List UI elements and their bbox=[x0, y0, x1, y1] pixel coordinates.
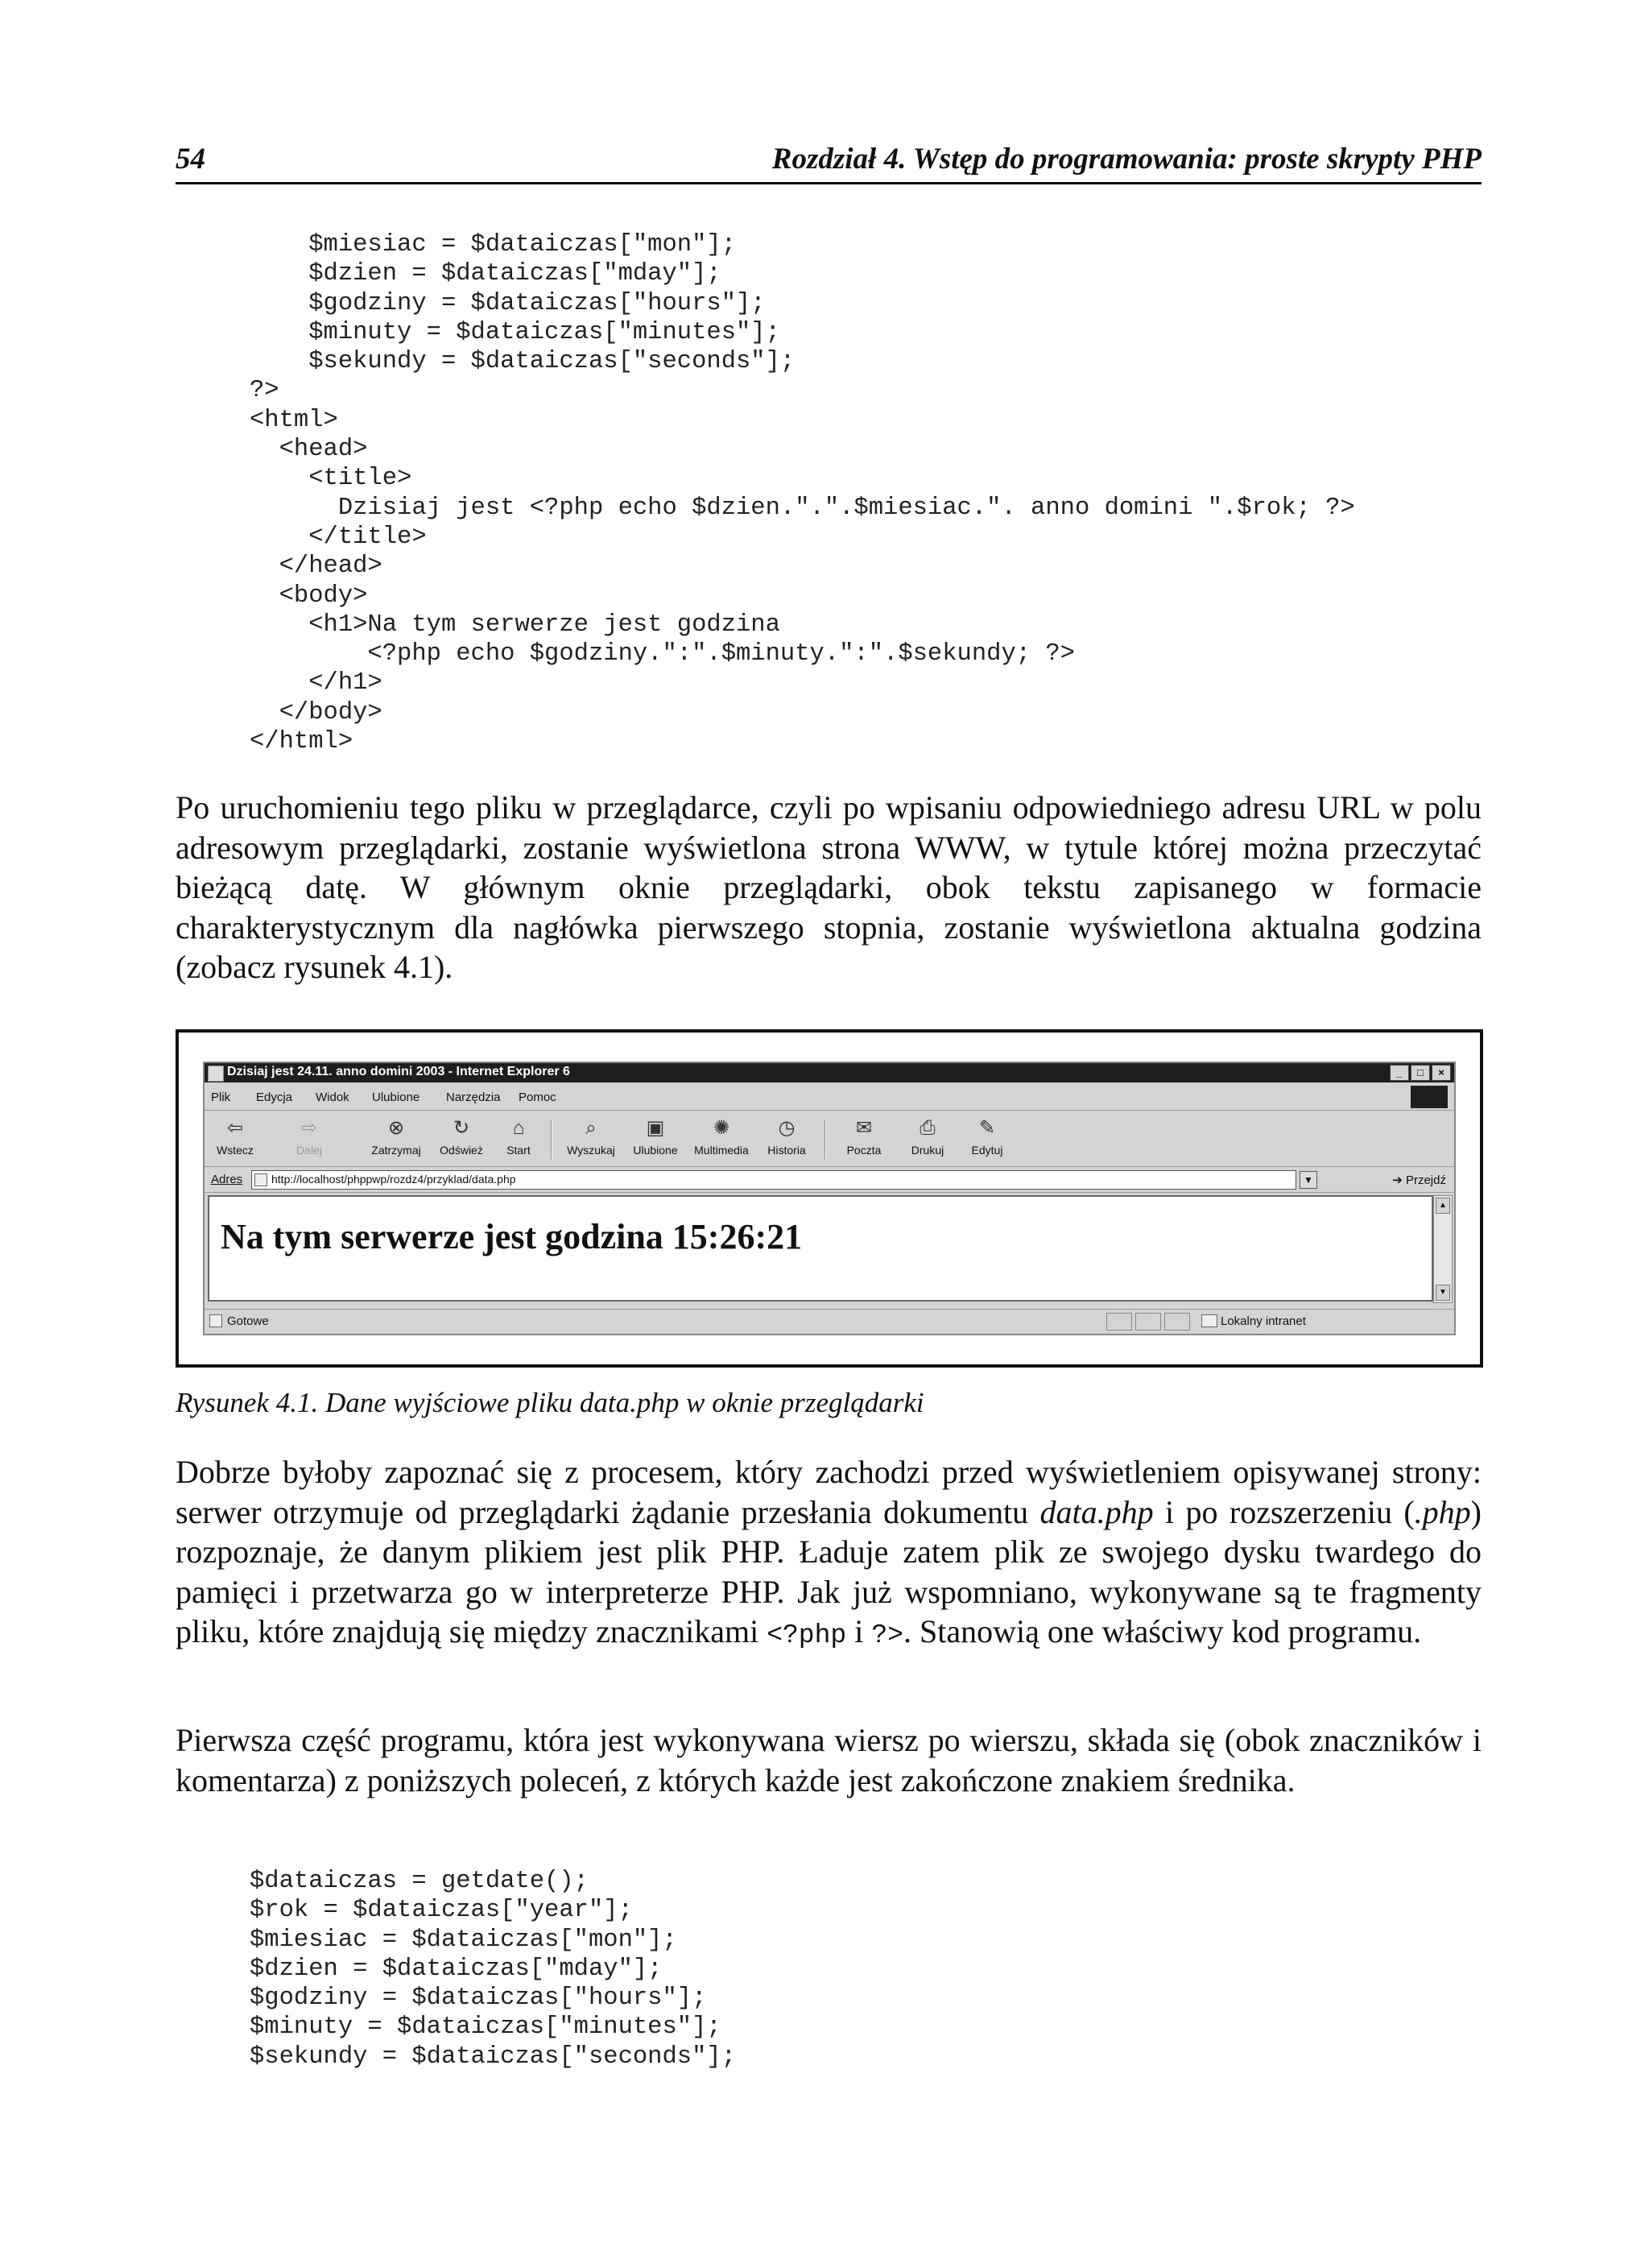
page-header bbox=[176, 142, 1482, 184]
media-button[interactable]: ✺ Multimedia bbox=[694, 1117, 749, 1157]
mail-icon: ✉ bbox=[855, 1117, 873, 1139]
printer-icon: ⎙ bbox=[920, 1117, 936, 1139]
menu-view[interactable]: Widok bbox=[316, 1091, 349, 1104]
php-open-tag: <?php bbox=[767, 1620, 847, 1650]
menu-help[interactable]: Pomoc bbox=[519, 1091, 556, 1104]
internet-explorer-icon bbox=[208, 1066, 224, 1082]
forward-button[interactable]: ⇨ Dalej bbox=[296, 1117, 322, 1157]
history-icon: ◷ bbox=[778, 1117, 796, 1139]
page-icon bbox=[254, 1173, 267, 1186]
search-icon: ⌕ bbox=[585, 1117, 597, 1139]
menu-tools[interactable]: Narzędzia bbox=[446, 1091, 501, 1104]
menu-edit[interactable]: Edycja bbox=[256, 1091, 293, 1104]
refresh-button[interactable]: ↻ Odśwież bbox=[440, 1117, 483, 1157]
figure-caption: Rysunek 4.1. Dane wyjściowe pliku data.php w oknie przeglądarki bbox=[176, 1387, 924, 1418]
chapter-title: Rozdział 4. Wstęp do programowania: proste skrypty PHP bbox=[771, 143, 1482, 176]
code-listing-2: $dataiczas = getdate(); $rok = $dataiczas["year"]; $miesiac = $dataiczas["mon"]; $dzien = $dataiczas["mday"]; $godziny = $dataiczas["hours"]; $minuty = $dataiczas["minutes"]; $sekundy = $dataiczas["seconds"]; bbox=[250, 1868, 736, 2071]
scroll-up-icon[interactable]: ▲ bbox=[1436, 1198, 1450, 1214]
toolbar bbox=[205, 1111, 1454, 1167]
intranet-icon bbox=[1201, 1314, 1217, 1327]
home-button[interactable]: ⌂ Start bbox=[506, 1117, 531, 1157]
edit-button[interactable]: ✎ Edytuj bbox=[971, 1117, 1003, 1157]
home-icon: ⌂ bbox=[512, 1117, 525, 1139]
forward-arrow-icon: ⇨ bbox=[300, 1117, 318, 1139]
media-icon: ✺ bbox=[713, 1117, 730, 1139]
search-button[interactable]: ⌕ Wyszukaj bbox=[567, 1117, 615, 1157]
maximize-button[interactable]: □ bbox=[1411, 1065, 1430, 1081]
menu-favorites[interactable]: Ulubione bbox=[372, 1091, 420, 1104]
menu-bar bbox=[205, 1084, 1454, 1111]
status-cell bbox=[1106, 1313, 1132, 1331]
minimize-button[interactable]: _ bbox=[1390, 1065, 1409, 1081]
address-url: http://localhost/phppwp/rozdz4/przyklad/data.php bbox=[271, 1173, 516, 1186]
zone-text: Lokalny intranet bbox=[1221, 1314, 1306, 1328]
windows-logo-icon bbox=[1411, 1086, 1448, 1108]
address-bar bbox=[205, 1168, 1454, 1193]
code-listing-1: $miesiac = $dataiczas["mon"]; $dzien = $dataiczas["mday"]; $godziny = $dataiczas["hours"]; $minuty = $dataiczas["minutes"]; $sekundy = $dataiczas["seconds"]; ?> <html> <head> <title> Dzisiaj jest <?php echo $dzien.".".$miesiac.". anno domini ".$rok; ?> </title> </head> <body> <h1>Na tym serwerze jest godzina <?php echo $godziny.":".$minuty.":".$sekundy; ?> </h1> </body> </html> bbox=[250, 231, 1355, 756]
status-cell bbox=[1135, 1313, 1161, 1331]
filename-data-php: data.php bbox=[1039, 1493, 1154, 1530]
scroll-down-icon[interactable]: ▼ bbox=[1436, 1285, 1450, 1301]
address-label: Adres bbox=[211, 1173, 243, 1186]
address-input[interactable] bbox=[251, 1170, 1296, 1190]
favorites-folder-icon: ▣ bbox=[646, 1117, 665, 1139]
php-close-tag: ?> bbox=[871, 1620, 903, 1650]
stop-button[interactable]: ⊗ Zatrzymaj bbox=[371, 1117, 421, 1157]
status-cell bbox=[1164, 1313, 1190, 1331]
refresh-icon: ↻ bbox=[453, 1117, 470, 1139]
edit-icon: ✎ bbox=[978, 1117, 996, 1139]
window-titlebar bbox=[205, 1063, 1454, 1082]
back-arrow-icon: ⇦ bbox=[226, 1117, 244, 1139]
paragraph-1: Po uruchomieniu tego pliku w przeglądarce, czyli po wpisaniu odpowiedniego adresu URL w polu adresowym przeglądarki, zostanie wyświetlona strona WWW, w tytule której można przeczytać bieżącą datę. W głównym oknie przeglądarki, obok tekstu zapisanego w formacie charakterystycznym dla nagłówka pierwszego stopnia, zostanie wyświetlona aktualna godzina (zobacz rysunek 4.1). bbox=[176, 789, 1482, 985]
go-arrow-icon: ➔ bbox=[1392, 1173, 1403, 1187]
paragraph-3: Pierwsza część programu, która jest wykonywana wiersz po wierszu, składa się (obok znaczników i komentarza) z poniższych poleceń, z których każde jest zakończone znakiem średnika. bbox=[176, 1722, 1482, 1798]
content-heading: Na tym serwerze jest godzina 15:26:21 bbox=[221, 1217, 803, 1256]
vertical-scrollbar[interactable] bbox=[1433, 1195, 1453, 1303]
toolbar-separator bbox=[824, 1120, 826, 1160]
address-dropdown-button[interactable]: ▼ bbox=[1300, 1171, 1317, 1189]
mail-button[interactable]: ✉ Poczta bbox=[846, 1117, 882, 1157]
status-text: Gotowe bbox=[227, 1314, 269, 1328]
history-button[interactable]: ◷ Historia bbox=[767, 1117, 806, 1157]
browser-content bbox=[208, 1195, 1433, 1302]
window-title: Dzisiaj jest 24.11. anno domini 2003 - Internet Explorer 6 bbox=[227, 1065, 570, 1078]
back-button[interactable]: ⇦ Wstecz bbox=[217, 1117, 254, 1157]
close-button[interactable]: × bbox=[1432, 1065, 1451, 1081]
status-bar bbox=[205, 1309, 1454, 1334]
page-number: 54 bbox=[176, 143, 205, 176]
paragraph-2: Dobrze byłoby zapoznać się z procesem, który zachodzi przed wyświetleniem opisywanej strony: serwer otrzymuje od przeglądarki żądanie przesłania dokumentu data.php i po rozszerzeniu (.php) rozpoznaje, że danym plikiem jest plik PHP. Ładuje zatem plik ze swojego dysku twardego do pamięci i przetwarza go w interpreterze PHP. Jak już wspomniano, wykonywane są te fragmenty pliku, które znajdują się między znacznikami <?php i ?>. Stanowią one właściwy kod programu. bbox=[176, 1454, 1482, 1650]
stop-icon: ⊗ bbox=[387, 1117, 405, 1139]
status-page-icon bbox=[209, 1314, 222, 1327]
favorites-button[interactable]: ▣ Ulubione bbox=[633, 1117, 678, 1157]
figure-4-1 bbox=[176, 1029, 1483, 1368]
extension-php: .php bbox=[1414, 1493, 1471, 1530]
browser-window bbox=[203, 1062, 1456, 1335]
print-button[interactable]: ⎙ Drukuj bbox=[911, 1117, 944, 1157]
go-button[interactable]: ➔ Przejdź bbox=[1392, 1173, 1446, 1187]
menu-file[interactable]: Plik bbox=[211, 1091, 231, 1104]
toolbar-separator bbox=[551, 1120, 552, 1160]
